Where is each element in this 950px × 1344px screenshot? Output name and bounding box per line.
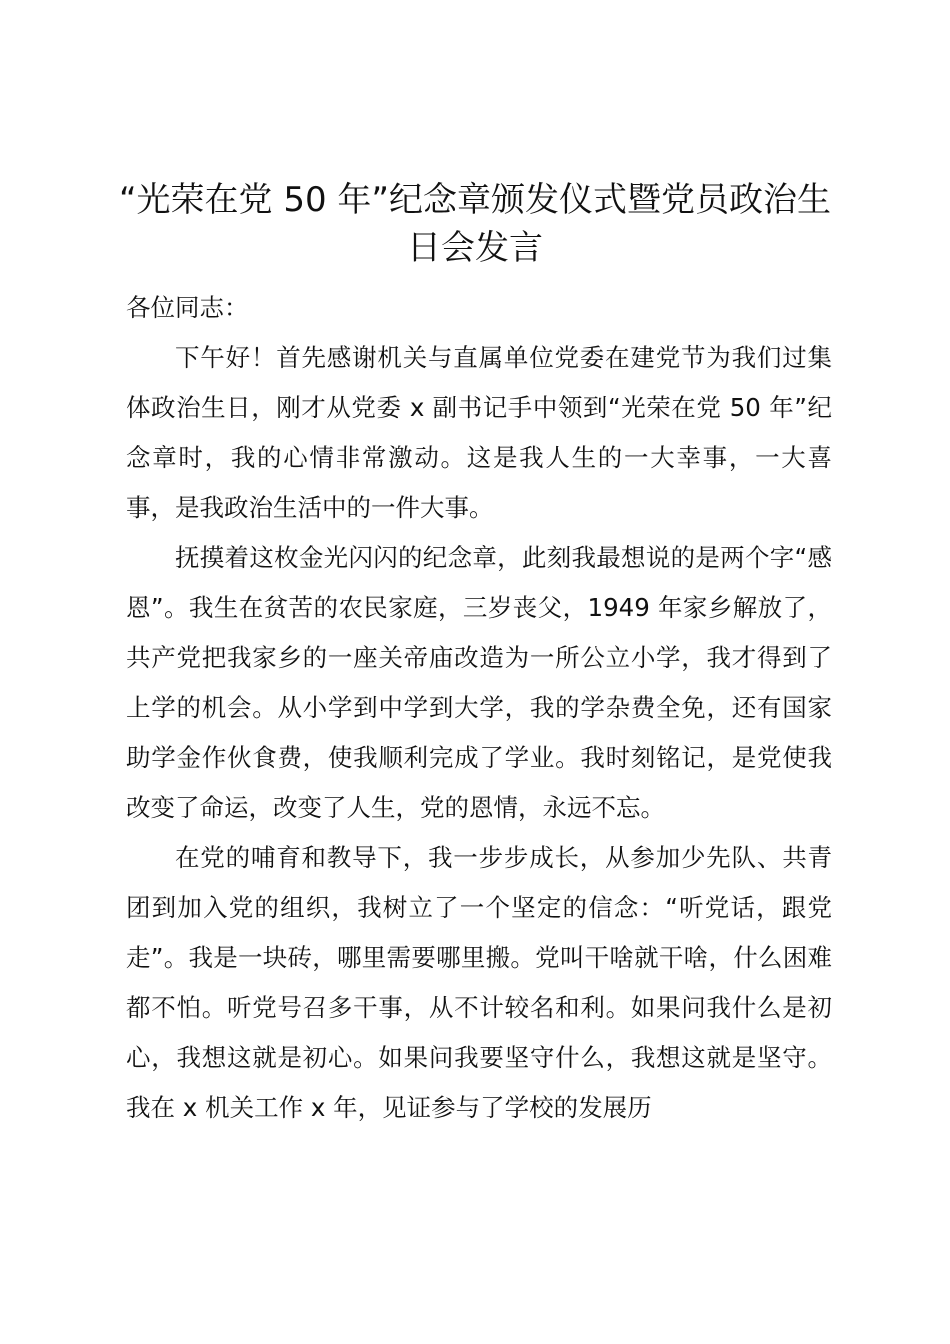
document-title: “光荣在党 50 年”纪念章颁发仪式暨党员政治生日会发言 xyxy=(118,180,832,268)
salutation: 各位同志： xyxy=(126,293,249,322)
paragraph: 抚摸着这枚金光闪闪的纪念章，此刻我最想说的是两个字“感恩”。我生在贫苦的农民家庭，三岁丧父，1949 年家乡解放了，共产党把我家乡的一座关帝庙改造为一所公立小学，我才得到了上学的机会。从小学到中学到大学，我的学杂费全免，还有国家助学金作伙食费，使我顺利完成了学业。我时刻铭记，是党使我改变了命运，改变了人生，党的恩情，永远不忘。 xyxy=(126,543,832,822)
document-body xyxy=(126,283,832,1133)
paragraph: 下午好！首先感谢机关与直属单位党委在建党节为我们过集体政治生日，刚才从党委 x 副书记手中领到“光荣在党 50 年”纪念章时，我的心情非常激动。这是我人生的一大幸事，一大喜事，是我政治生活中的一件大事。 xyxy=(126,343,832,522)
paragraph: 在党的哺育和教导下，我一步步成长，从参加少先队、共青团到加入党的组织，我树立了一个坚定的信念：“听党话，跟党走”。我是一块砖，哪里需要哪里搬。党叫干啥就干啥，什么困难都不怕。听党号召多干事，从不计较名和利。如果问我什么是初心，我想这就是初心。如果问我要坚守什么，我想这就是坚守。我在 x 机关工作 x 年，见证参与了学校的发展历 xyxy=(126,843,832,1122)
